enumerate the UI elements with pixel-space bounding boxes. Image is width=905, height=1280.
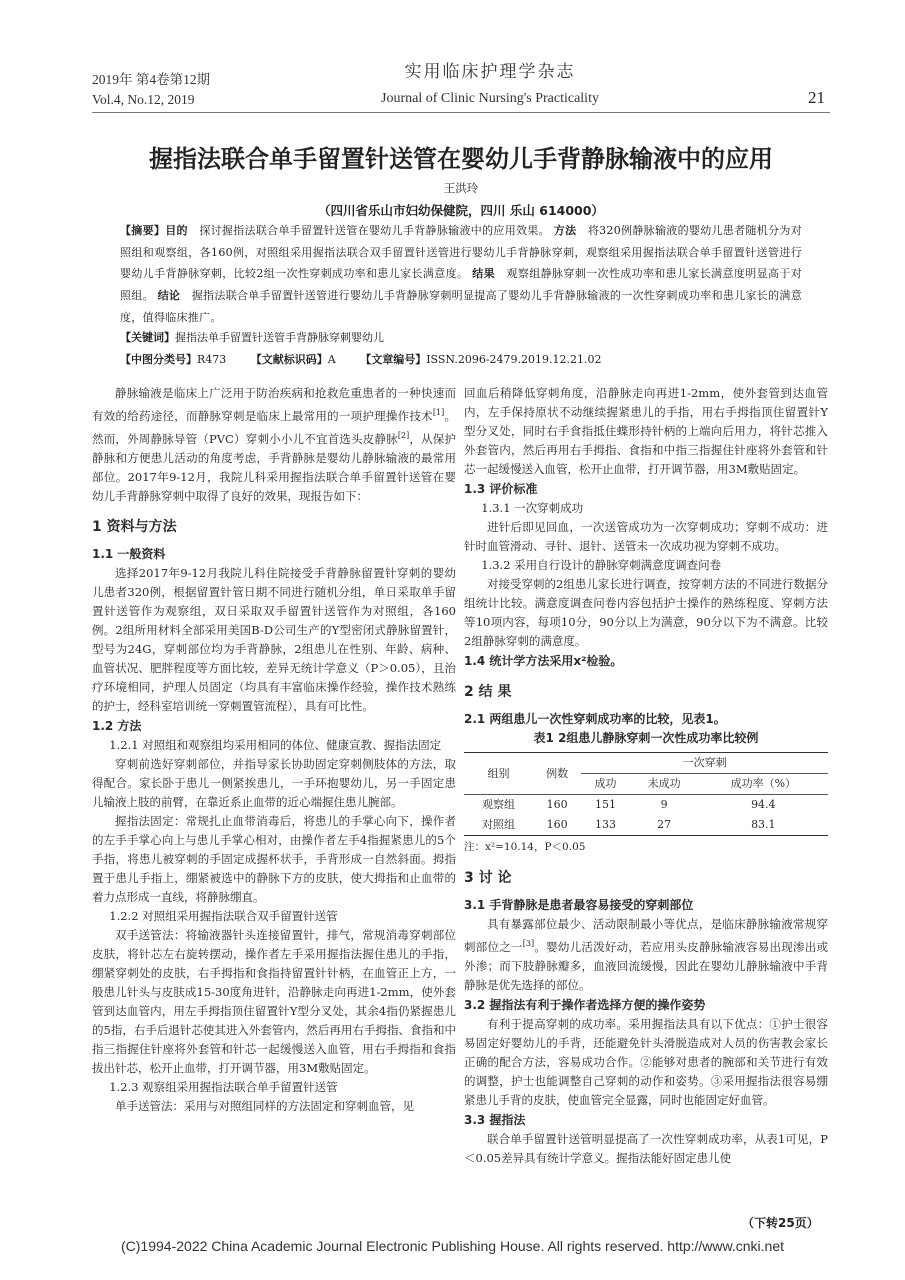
subsection-heading: 3.3 握指法	[464, 1112, 526, 1127]
subsection-heading: 3.1 手背静脉是患者最容易接受的穿刺部位	[464, 898, 694, 912]
paragraph-text: 具有暴露部位最少、活动限制最小等优点，是临床静脉输液常规穿刺部位之一	[464, 917, 828, 954]
issue-info	[92, 70, 210, 110]
abstract-label: 【摘要】目的	[120, 224, 188, 237]
doc-label: 【文献标识码】	[250, 353, 328, 366]
method-label: 方法	[553, 224, 577, 237]
table-row	[464, 795, 828, 816]
keywords	[120, 328, 802, 348]
subsubsection-heading: 1.2.1 对照组和观察组均采用相同的体位、健康宣教、握指法固定	[109, 737, 442, 752]
table-note: 注：x²=10.14，P＜0.05	[464, 841, 586, 853]
conclusion-label: 结论	[157, 289, 181, 303]
subsection-heading: 3.2 握指法有利于操作者选择方便的操作姿势	[464, 997, 706, 1012]
table-header-fail: 未成功	[630, 774, 699, 795]
subsubsection-heading: 1.3.2 采用自行设计的静脉穿刺满意度调查问卷	[481, 558, 722, 572]
journal-name	[330, 60, 650, 110]
table-cell: 160	[546, 798, 568, 811]
right-column	[464, 384, 828, 1168]
abstract-conclusion: 握指法联合单手留置针送管进行婴幼儿手背静脉穿刺明显提高了婴幼儿手背静脉输液的一次性穿刺成功率和患儿家长的满意度，值得临床推广。	[120, 289, 803, 324]
table-header-group: 组别	[464, 753, 533, 795]
paragraph: 回血后稍降低穿刺角度，沿静脉走向再进1-2mm，使外套管到达血管内，左手保持原状不动继续握紧患儿的手指，用右手拇指顶住留置针Y型分叉处，同时右手食指抵住蝶形持针柄的上端向后用力，将针芯推入外套管内，然后再用右手拇指、食指和中指三指握住针座将外套管和针芯一起缓慢送入血管，松开止血带，打开调节器，用3M敷贴固定。	[464, 386, 828, 476]
table-cell: 观察组	[481, 798, 515, 811]
subsubsection-heading: 1.2.3 观察组采用握指法联合单手留置针送管	[109, 1079, 338, 1094]
intro-paragraph	[92, 384, 456, 506]
table-header-once: 一次穿刺	[581, 753, 828, 774]
clc-value: R473	[197, 353, 227, 366]
author: 王洪玲	[443, 181, 479, 195]
header-rule	[92, 112, 830, 113]
paragraph	[464, 915, 828, 995]
journal-en: Journal of Clinic Nursing's Practicality	[381, 91, 599, 106]
citation: [2]	[397, 430, 410, 440]
table-title: 表1 2组患儿静脉穿刺一次性成功率比较例	[533, 731, 759, 745]
section-heading: 2 结 果	[464, 684, 512, 700]
table-cell: 27	[630, 815, 699, 836]
intro-text-3: ，从保护静脉和方便患儿活动的角度考虑，手背静脉是婴幼儿静脉输液的最常用部位。2017年9-12月，我院儿科采用握指法联合单手留置针送管在婴幼儿手背静脉穿刺中取得了良好的效果，现报告如下：	[92, 431, 457, 503]
paragraph: 穿刺前选好穿刺部位，并指导家长协助固定穿刺侧肢体的方法，取得配合。家长卧于患儿一侧紧挨患儿，一手环抱婴幼儿，另一手固定患儿输液上肢的前臂，在靠近系止血带的近心端握住患儿腕部。	[92, 756, 456, 809]
keywords-text: 握指法单手留置针送管手背静脉穿刺婴幼儿	[175, 331, 384, 344]
table-cell: 133	[581, 815, 629, 836]
table-row	[464, 815, 828, 836]
issue-en: Vol.4, No.12, 2019	[92, 92, 195, 107]
subsubsection-heading: 1.3.1 一次穿刺成功	[481, 501, 584, 515]
left-column	[92, 384, 456, 1116]
table-cell: 160	[533, 815, 581, 836]
paragraph: 双手送管法：将输液器针头连接留置针，排气，常规消毒穿刺部位皮肤，将针芯左右旋转摆动，操作者左手采用握指法握住患儿的手指，绷紧穿刺处的皮肤，右手拇指和食指持留置针针柄，在血管正上方，一般患儿针头与皮肤成15-30度角进针，沿静脉走向再进1-2mm，使外套管到达血管内，用左手拇指顶住留置针Y型分叉处，其余4指仍紧握患儿的5指，右手后退针芯使其进入外套管内，然后再用右手拇指、食指和中指三指握住针座将外套管和针芯一起缓慢送入血管，用右手拇指和食指拔出针芯，松开止血带，打开调节器，用3M敷贴固定。	[92, 927, 456, 1075]
article-no-label: 【文章编号】	[360, 353, 427, 366]
paragraph: 进针后即见回血，一次送管成功为一次穿刺成功；穿刺不成功：进针时血管滑动、寻针、退针、送管未一次成功视为穿刺不成功。	[464, 520, 828, 553]
subsection-heading: 1.2 方法	[92, 718, 142, 733]
paragraph-text: 。婴幼儿活泼好动，若应用头皮静脉输液容易出现渗出或外渗；而下肢静脉瓣多，血液回流缓慢，因此在婴幼儿静脉输液中手背静脉是优先选择的部位。	[464, 939, 829, 992]
section-heading: 1 资料与方法	[92, 518, 177, 535]
paragraph: 选择2017年9-12月我院儿科住院接受手背静脉留置针穿刺的婴幼儿患者320例，根据留置针管日期不同进行随机分组，单日采取单手留置针送管作为观察组，双日采取双手留置针送管作为对照组，各160例。2组所用材料全部采用美国B-D公司生产的Y型密闭式静脉留置针，型号为24G，穿刺部位均为手背静脉，2组患儿在性别、年龄、病种、血管状况、肥胖程度等方面比较，差异无统计学意义（P＞0.05），且治疗环境相同，护理人员固定（均具有丰富临床操作经验，操作技术熟练的护士，经科室培训统一穿刺置管流程），具有可比性。	[92, 565, 456, 713]
clc-label: 【中图分类号】	[120, 353, 197, 366]
table-cell: 83.1	[699, 815, 828, 836]
page-number: 21	[808, 88, 825, 107]
table-cell: 94.4	[751, 798, 776, 811]
table-cell: 9	[660, 798, 668, 811]
subsubsection-heading: 1.2.2 对照组采用握指法联合双手留置针送管	[109, 908, 338, 923]
abstract	[120, 220, 802, 329]
copyright-footer: (C)1994-2022 China Academic Journal Electronic Publishing House. All rights reserved. http://www.cnki.net	[121, 1238, 784, 1254]
journal-cn: 实用临床护理学杂志	[404, 62, 576, 82]
results-table	[464, 752, 828, 836]
abstract-method: 将320例静脉输液的婴幼儿患者随机分为对照组和观察组，各160例，对照组采用握指法联合双手留置针送管进行婴幼儿手背静脉穿刺，观察组采用握指法联合单手留置针送管进行婴幼儿手背静脉穿刺，比较2组一次性穿刺成功率和患儿家长满意度。	[120, 224, 803, 281]
abstract-purpose: 探讨握指法联合单手留置针送管在婴幼儿手背静脉输液中的应用效果。	[199, 224, 550, 237]
abstract-result: 观察组静脉穿刺一次性成功率和患儿家长满意度明显高于对照组。	[120, 267, 802, 303]
subsection-heading: 1.4 统计学方法采用x²检验。	[464, 654, 623, 668]
table-cell: 对照组	[464, 815, 533, 836]
article-title: 握指法联合单手留置针送管在婴幼儿手背静脉输液中的应用	[149, 145, 773, 173]
citation: [1]	[432, 408, 445, 417]
table-header-cases: 例数	[533, 753, 581, 795]
table-header-success: 成功	[581, 774, 629, 795]
intro-text-1: 静脉输液是临床上广泛用于防治疾病和抢救危重患者的一种快速而有效的给药途径，而静脉穿刺是临床上最常用的一项护理操作技术	[92, 386, 456, 423]
table-cell: 151	[595, 798, 617, 811]
intro-text-2: 。然而，外周静脉导管（PVC）穿刺小小儿不宜首选头皮静脉	[92, 408, 457, 446]
affiliation: （四川省乐山市妇幼保健院，四川 乐山 614000）	[318, 203, 604, 218]
section-heading: 3 讨 论	[464, 870, 512, 886]
paragraph: 握指法固定：常规扎止血带消毒后，将患儿的手掌心向下，操作者的左手手掌心向上与患儿手掌心相对，由操作者左手4指握紧患儿的5个手指，将患儿被穿刺的手固定成握杯状手，手背形成一自然斜面。拇指置于患儿手指上，绷紧被选中的静脉下方的皮肤，使大拇指和止血带的着力点形成一直线，将静脉绷直。	[92, 813, 456, 904]
classification-line	[120, 350, 802, 370]
article-no-value: ISSN.2096-2479.2019.12.21.02	[426, 353, 602, 366]
doc-value: A	[327, 353, 336, 366]
paragraph: 联合单手留置针送管明显提高了一次性穿刺成功率，从表1可见，P＜0.05差异具有统计学意义。握指法能好固定患儿使	[464, 1131, 828, 1165]
citation: [3]	[522, 939, 535, 948]
paragraph: 有利于提高穿刺的成功率。采用握指法具有以下优点：①护士很容易固定好婴幼儿的手背，还能避免针头滑脱造成对人员的伤害教会家长正确的配合方法，容易成功合作。②能够对患者的腕部和关节进行有效的调整，护士也能调整自己穿刺的动作和姿势。③采用握指法很容易绷紧患儿手背的皮肤，使血管完全显露，同时也能固定好血管。	[464, 1016, 828, 1107]
result-label: 结果	[472, 267, 495, 281]
subsection-heading: 1.1 一般资料	[92, 546, 166, 561]
subsection-heading: 2.1 两组患儿一次性穿刺成功率的比较，见表1。	[464, 712, 726, 726]
paragraph: 对接受穿刺的2组患儿家长进行调查，按穿刺方法的不同进行数据分组统计比较。满意度调查问卷内容包括护士操作的熟练程度、穿刺方法等10项内容，每项10分，90分以上为满意，90分以下为不满意。比较2组静脉穿刺的满意度。	[464, 577, 828, 648]
subsection-heading: 1.3 评价标准	[464, 482, 538, 496]
continued-note: （下转25页）	[742, 1216, 819, 1230]
issue-cn: 2019年 第4卷第12期	[92, 72, 211, 87]
paragraph: 单手送管法：采用与对照组同样的方法固定和穿刺血管，见	[115, 1098, 414, 1113]
keywords-label: 【关键词】	[120, 331, 175, 344]
table-header-rate: 成功率（%）	[699, 774, 828, 795]
